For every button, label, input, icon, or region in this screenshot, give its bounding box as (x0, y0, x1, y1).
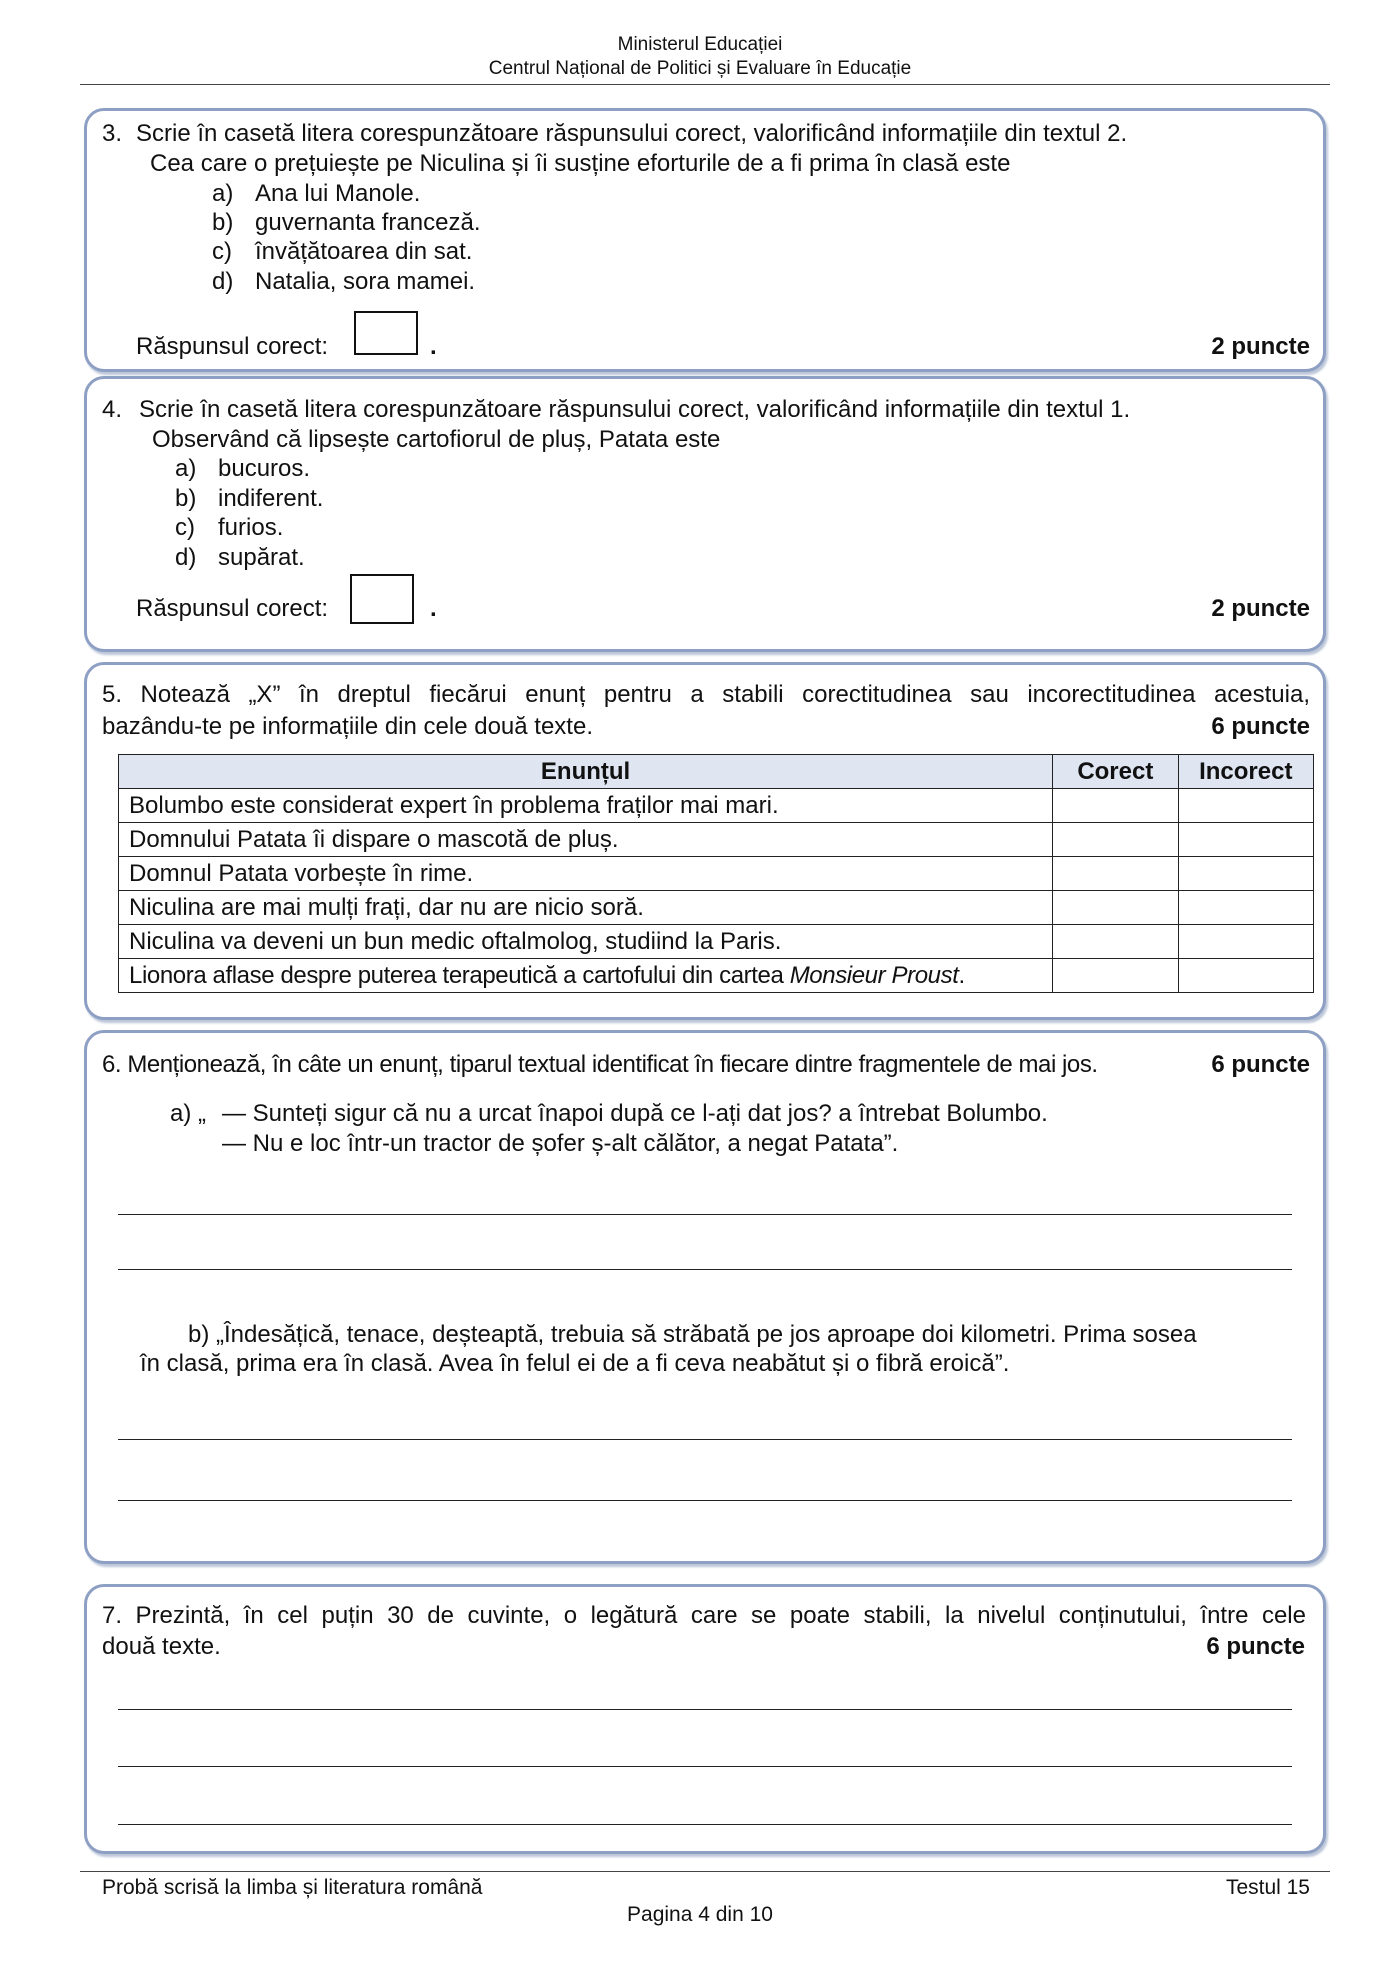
table-row (119, 857, 1314, 891)
statement-cell: Bolumbo este considerat expert în problema fraților mai mari. (119, 789, 1053, 823)
incorrect-cell[interactable] (1178, 891, 1313, 925)
table-header-row (119, 755, 1314, 789)
q6-a-line2: — Nu e loc într-un tractor de șofer ș-alt călător, a negat Patata”. (222, 1130, 899, 1157)
statement-tail: . (958, 961, 965, 989)
table-row (119, 891, 1314, 925)
q7-answer-line-3[interactable] (118, 1824, 1292, 1825)
q4-option-c-letter: c) (175, 514, 195, 541)
q6-b-line1: b) „Îndesățică, tenace, deșteaptă, trebuia să străbată pe jos aproape doi kilometri. Prima sosea (188, 1321, 1197, 1348)
q6-b-line2: în clasă, prima era în clasă. Avea în felul ei de a fi ceva neabătut și o fibră eroică”. (140, 1350, 1010, 1377)
incorrect-cell[interactable] (1178, 925, 1313, 959)
col-header-correct: Corect (1053, 755, 1178, 789)
col-header-incorrect: Incorect (1178, 755, 1313, 789)
statement-cell (119, 959, 1053, 993)
q4-answer-label: Răspunsul corect: (136, 595, 329, 622)
q4-option-d-text: supărat. (218, 544, 305, 571)
incorrect-cell[interactable] (1178, 857, 1313, 891)
incorrect-cell[interactable] (1178, 823, 1313, 857)
correct-cell[interactable] (1053, 823, 1178, 857)
q4-points: 2 puncte (1211, 595, 1310, 622)
table-row (119, 925, 1314, 959)
header-rule (80, 84, 1330, 85)
q6-b-answer-line-2[interactable] (118, 1500, 1292, 1501)
correct-cell[interactable] (1053, 891, 1178, 925)
q4-option-b-letter: b) (175, 485, 197, 512)
footer-test-number: Testul 15 (1225, 1876, 1310, 1899)
correct-cell[interactable] (1053, 925, 1178, 959)
table-row (119, 959, 1314, 993)
statement-cell: Domnului Patata îi dispare o mascotă de pluș. (119, 823, 1053, 857)
q5-prompt-line1: 5. Notează „X” în dreptul fiecărui enunț pentru a stabili corectitudinea sau incorectitudinea acestuia, (102, 681, 1310, 708)
q3-answer-box[interactable] (354, 311, 418, 355)
footer-rule (80, 1871, 1330, 1872)
q3-answer-period: . (430, 333, 437, 360)
correct-cell[interactable] (1053, 789, 1178, 823)
q3-option-d-letter: d) (212, 268, 234, 295)
q3-option-b-letter: b) (212, 209, 234, 236)
q3-stem: Cea care o prețuiește pe Niculina și îi susține eforturile de a fi prima în clasă este (150, 150, 1011, 177)
statement-cell: Niculina va deveni un bun medic oftalmolog, studiind la Paris. (119, 925, 1053, 959)
correct-cell[interactable] (1053, 959, 1178, 993)
q4-stem: Observând că lipsește cartofiorul de pluș, Patata este (152, 426, 721, 453)
incorrect-cell[interactable] (1178, 959, 1313, 993)
q6-prompt: 6. Menționează, în câte un enunț, tiparul textual identificat în fiecare dintre fragmentele de mai jos. (102, 1051, 1098, 1078)
q7-prompt-line2: două texte. (102, 1633, 221, 1660)
ministry-title: Ministerul Educației (617, 34, 783, 55)
q4-option-d-letter: d) (175, 544, 197, 571)
footer-subject: Probă scrisă la limba și literatura română (102, 1876, 483, 1899)
col-header-statement: Enunțul (119, 755, 1053, 789)
q3-option-d-text: Natalia, sora mamei. (255, 268, 476, 295)
footer-page-number: Pagina 4 din 10 (627, 1903, 773, 1926)
q3-answer-label: Răspunsul corect: (136, 333, 329, 360)
table-row (119, 789, 1314, 823)
q3-prompt: Scrie în casetă litera corespunzătoare răspunsului corect, valorificând informațiile din textul 2. (136, 120, 1128, 147)
q7-points: 6 puncte (1206, 1633, 1305, 1660)
statements-table (118, 754, 1314, 993)
q4-answer-box[interactable] (350, 574, 414, 624)
correct-cell[interactable] (1053, 857, 1178, 891)
q3-number: 3. (102, 120, 123, 147)
q3-option-c-text: învățătoarea din sat. (255, 238, 473, 265)
q6-a-label: a) „ (170, 1100, 206, 1127)
q3-option-c-letter: c) (212, 238, 232, 265)
table-row (119, 823, 1314, 857)
q6-points: 6 puncte (1211, 1051, 1310, 1078)
q4-option-b-text: indiferent. (218, 485, 324, 512)
q4-prompt: Scrie în casetă litera corespunzătoare răspunsului corect, valorificând informațiile din textul 1. (139, 396, 1131, 423)
q4-option-a-text: bucuros. (218, 455, 311, 482)
center-title: Centrul Național de Politici și Evaluare în Educație (488, 58, 912, 79)
q6-a-answer-line-2[interactable] (118, 1269, 1292, 1270)
q3-option-b-text: guvernanta franceză. (255, 209, 481, 236)
q6-a-line1: — Sunteți sigur că nu a urcat înapoi după ce l-ați dat jos? a întrebat Bolumbo. (222, 1100, 1048, 1127)
incorrect-cell[interactable] (1178, 789, 1313, 823)
q3-option-a-letter: a) (212, 180, 234, 207)
q4-option-c-text: furios. (218, 514, 284, 541)
q7-answer-line-2[interactable] (118, 1766, 1292, 1767)
q5-prompt-line2: bazându-te pe informațiile din cele două texte. (102, 713, 593, 740)
q4-answer-period: . (430, 595, 437, 622)
statement-cell: Domnul Patata vorbește în rime. (119, 857, 1053, 891)
q3-option-a-text: Ana lui Manole. (255, 180, 421, 207)
q3-points: 2 puncte (1211, 333, 1310, 360)
q6-a-answer-line-1[interactable] (118, 1214, 1292, 1215)
statement-text: Lionora aflase despre puterea terapeutică a cartofului din cartea (129, 961, 790, 989)
q7-answer-line-1[interactable] (118, 1709, 1292, 1710)
q4-option-a-letter: a) (175, 455, 197, 482)
q6-b-answer-line-1[interactable] (118, 1439, 1292, 1440)
q7-prompt-line1: 7. Prezintă, în cel puțin 30 de cuvinte, o legătură care se poate stabili, la nivelul conținutului, între cele (102, 1602, 1306, 1629)
q4-number: 4. (102, 396, 123, 423)
book-title: Monsieur Proust (789, 961, 959, 989)
statement-cell: Niculina are mai mulți frați, dar nu are nicio soră. (119, 891, 1053, 925)
q5-points: 6 puncte (1211, 713, 1310, 740)
